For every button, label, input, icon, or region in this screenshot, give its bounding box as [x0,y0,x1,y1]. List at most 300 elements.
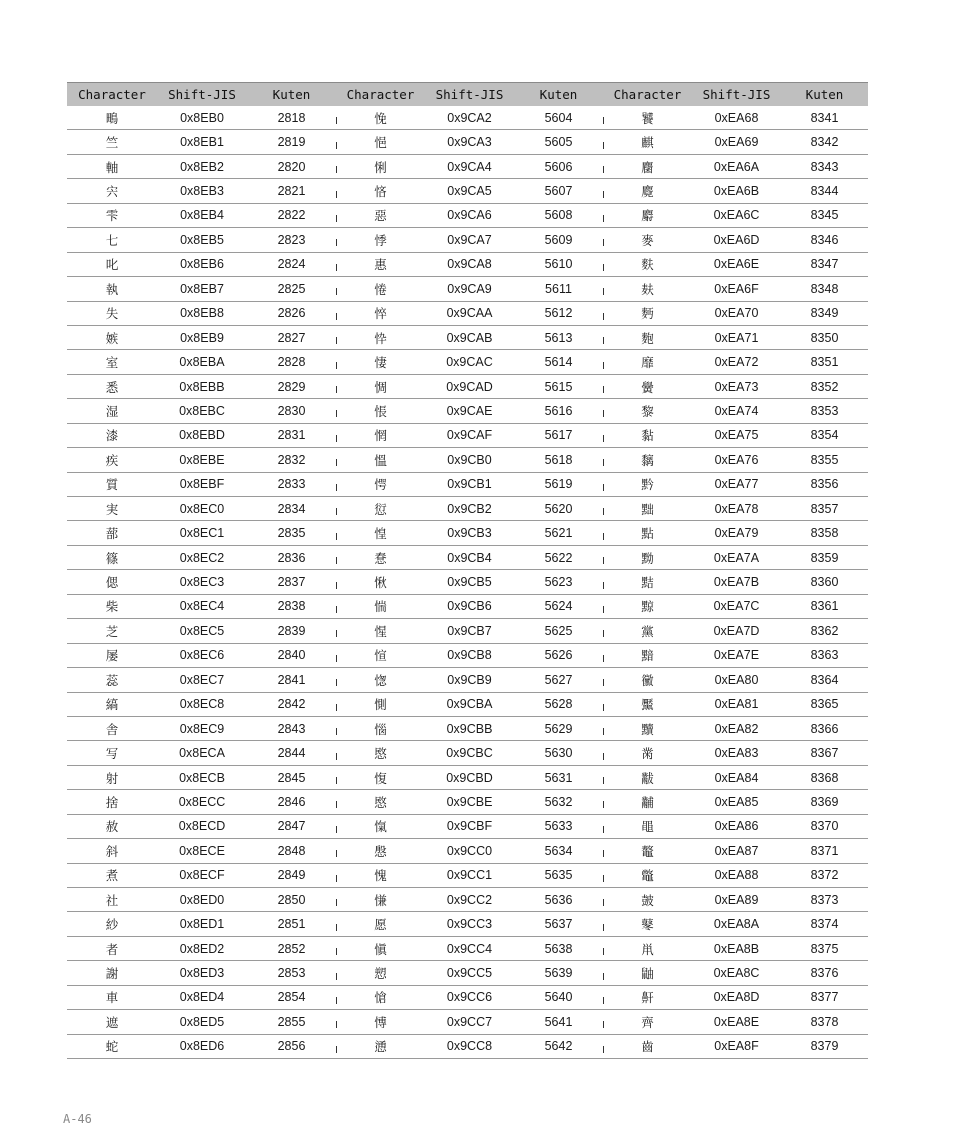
character-cell: 愾 [336,814,425,838]
kuten-cell: 8379 [781,1034,868,1058]
character-cell: 麩 [603,252,692,276]
shift-jis-cell: 0xEA68 [692,106,781,130]
separator-tick [603,899,604,906]
character-cell: 愆 [336,497,425,521]
character-cell: 鼡 [603,936,692,960]
shift-jis-cell: 0x8EC5 [157,619,247,643]
shift-jis-cell: 0x9CC6 [425,985,514,1009]
character-cell: 麭 [603,325,692,349]
kuten-cell: 8370 [781,814,868,838]
character-cell: 嫉 [67,325,157,349]
separator-tick [603,191,604,198]
kuten-cell: 2856 [247,1034,336,1058]
character-cell: 惷 [336,545,425,569]
separator-tick [603,166,604,173]
kuten-cell: 8377 [781,985,868,1009]
character-cell: 黷 [603,716,692,740]
shift-jis-cell: 0x8ECA [157,741,247,765]
kuten-cell: 5633 [514,814,603,838]
shift-jis-cell: 0x8EB3 [157,179,247,203]
character-cell: 惆 [336,374,425,398]
table-row [67,399,868,423]
header-character: Character [336,83,425,107]
shift-jis-cell: 0x8EC1 [157,521,247,545]
kuten-cell: 2828 [247,350,336,374]
shift-jis-cell: 0xEA85 [692,790,781,814]
shift-jis-cell: 0x9CC1 [425,863,514,887]
separator-tick [336,484,337,491]
separator-tick [603,410,604,417]
table-row [67,716,868,740]
shift-jis-cell: 0xEA71 [692,325,781,349]
separator-tick [336,459,337,466]
kuten-cell: 8357 [781,497,868,521]
table-row [67,741,868,765]
character-cell: 惘 [336,423,425,447]
kuten-cell: 2846 [247,790,336,814]
kuten-cell: 5620 [514,497,603,521]
table-row [67,521,868,545]
character-cell: 悋 [336,179,425,203]
shift-jis-cell: 0xEA8C [692,961,781,985]
table-row [67,790,868,814]
character-cell: 蛇 [67,1034,157,1058]
separator-tick [603,288,604,295]
character-cell: 竺 [67,130,157,154]
separator-tick [603,801,604,808]
character-cell: 愽 [336,1010,425,1034]
character-cell: 黥 [603,594,692,618]
shift-jis-cell: 0x9CB0 [425,448,514,472]
separator-tick [336,704,337,711]
character-cell: 愴 [336,985,425,1009]
character-cell: 漆 [67,423,157,447]
character-cell: 遮 [67,1010,157,1034]
character-cell: 七 [67,228,157,252]
shift-jis-cell: 0x8EB0 [157,106,247,130]
shift-jis-cell: 0xEA83 [692,741,781,765]
header-character: Character [67,83,157,107]
header-shift-jis: Shift-JIS [157,83,247,107]
shift-jis-cell: 0x8EBE [157,448,247,472]
kuten-cell: 2837 [247,570,336,594]
shift-jis-cell: 0xEA78 [692,497,781,521]
character-cell: 惶 [336,521,425,545]
kuten-cell: 2820 [247,154,336,178]
separator-tick [336,288,337,295]
kuten-cell: 5642 [514,1034,603,1058]
character-cell: 疾 [67,448,157,472]
separator-tick [336,899,337,906]
character-cell: 惺 [336,619,425,643]
shift-jis-cell: 0xEA70 [692,301,781,325]
separator-tick [603,679,604,686]
shift-jis-cell: 0xEA7B [692,570,781,594]
table-row [67,1034,868,1058]
character-cell: 鼇 [603,839,692,863]
kuten-cell: 2821 [247,179,336,203]
table-row [67,765,868,789]
character-cell: 縞 [67,692,157,716]
shift-jis-cell: 0x9CB8 [425,643,514,667]
shift-jis-cell: 0x9CB5 [425,570,514,594]
kuten-cell: 2826 [247,301,336,325]
kuten-cell: 2843 [247,716,336,740]
shift-jis-cell: 0x8EB5 [157,228,247,252]
shift-jis-cell: 0x8EB7 [157,277,247,301]
shift-jis-cell: 0x8EBB [157,374,247,398]
shift-jis-cell: 0x8EC9 [157,716,247,740]
kuten-cell: 5618 [514,448,603,472]
kuten-cell: 5617 [514,423,603,447]
separator-tick [336,508,337,515]
kuten-cell: 5630 [514,741,603,765]
separator-tick [336,239,337,246]
character-cell: 雫 [67,203,157,227]
character-cell: 惻 [336,692,425,716]
kuten-cell: 2838 [247,594,336,618]
separator-tick [336,1046,337,1053]
separator-tick [336,435,337,442]
separator-tick [603,704,604,711]
separator-tick [336,117,337,124]
table-row [67,985,868,1009]
shift-jis-cell: 0xEA8F [692,1034,781,1058]
kuten-cell: 2825 [247,277,336,301]
table-row [67,423,868,447]
shift-jis-cell: 0x9CB6 [425,594,514,618]
kuten-cell: 2844 [247,741,336,765]
table-row [67,472,868,496]
kuten-cell: 5638 [514,936,603,960]
shift-jis-cell: 0x8ECF [157,863,247,887]
character-cell: 叱 [67,252,157,276]
separator-tick [603,386,604,393]
shift-jis-cell: 0x8ED6 [157,1034,247,1058]
page-number: A-46 [63,1112,92,1126]
character-cell: 黏 [603,423,692,447]
character-cell: 麑 [603,179,692,203]
character-cell: 愎 [336,765,425,789]
table-row [67,374,868,398]
separator-tick [603,1046,604,1053]
kuten-cell: 5640 [514,985,603,1009]
character-cell: 麕 [603,154,692,178]
separator-tick [336,679,337,686]
separator-tick [603,484,604,491]
character-cell: 屡 [67,643,157,667]
kuten-cell: 2834 [247,497,336,521]
kuten-cell: 8372 [781,863,868,887]
kuten-cell: 2840 [247,643,336,667]
shift-jis-cell: 0xEA7E [692,643,781,667]
separator-tick [603,362,604,369]
character-cell: 饕 [603,106,692,130]
table-row [67,814,868,838]
separator-tick [603,875,604,882]
character-cell: 実 [67,497,157,521]
character-cell: 麪 [603,301,692,325]
character-cell: 慇 [336,839,425,863]
separator-tick [603,1021,604,1028]
shift-jis-cell: 0x8EC7 [157,668,247,692]
character-code-table [67,82,868,1059]
shift-jis-cell: 0x9CA6 [425,203,514,227]
table-row [67,179,868,203]
character-cell: 靡 [603,350,692,374]
kuten-cell: 8365 [781,692,868,716]
table-row [67,228,868,252]
character-cell: 愕 [336,472,425,496]
kuten-cell: 8376 [781,961,868,985]
kuten-cell: 8359 [781,545,868,569]
kuten-cell: 8374 [781,912,868,936]
kuten-cell: 5612 [514,301,603,325]
character-cell: 射 [67,765,157,789]
table-row [67,692,868,716]
table-row [67,545,868,569]
kuten-cell: 8363 [781,643,868,667]
table-row [67,325,868,349]
character-cell: 慍 [336,448,425,472]
table-row [67,668,868,692]
kuten-cell: 5615 [514,374,603,398]
kuten-cell: 5625 [514,619,603,643]
character-cell: 黝 [603,545,692,569]
character-cell: 宍 [67,179,157,203]
shift-jis-cell: 0xEA8D [692,985,781,1009]
kuten-cell: 5606 [514,154,603,178]
table-row [67,643,868,667]
separator-tick [603,142,604,149]
shift-jis-cell: 0x9CAA [425,301,514,325]
header-shift-jis: Shift-JIS [692,83,781,107]
shift-jis-cell: 0x8ECB [157,765,247,789]
kuten-cell: 8343 [781,154,868,178]
kuten-cell: 8360 [781,570,868,594]
character-cell: 愍 [336,741,425,765]
shift-jis-cell: 0x8EB9 [157,325,247,349]
character-cell: 愍 [336,790,425,814]
kuten-cell: 8371 [781,839,868,863]
shift-jis-cell: 0x8EC4 [157,594,247,618]
kuten-cell: 5631 [514,765,603,789]
separator-tick [603,337,604,344]
shift-jis-cell: 0x8ED2 [157,936,247,960]
kuten-cell: 2841 [247,668,336,692]
character-cell: 者 [67,936,157,960]
character-cell: 齒 [603,1034,692,1058]
kuten-cell: 2848 [247,839,336,863]
table-row [67,154,868,178]
character-cell: 黼 [603,790,692,814]
separator-tick [336,924,337,931]
kuten-cell: 5624 [514,594,603,618]
shift-jis-cell: 0x9CC0 [425,839,514,863]
character-cell: 愿 [336,912,425,936]
shift-jis-cell: 0x8EC6 [157,643,247,667]
separator-tick [336,801,337,808]
kuten-cell: 5608 [514,203,603,227]
kuten-cell: 5632 [514,790,603,814]
header-shift-jis: Shift-JIS [425,83,514,107]
kuten-cell: 2833 [247,472,336,496]
character-cell: 黔 [603,472,692,496]
separator-tick [603,728,604,735]
shift-jis-cell: 0x8ED5 [157,1010,247,1034]
separator-tick [336,264,337,271]
separator-tick [336,630,337,637]
header-kuten: Kuten [781,83,868,107]
shift-jis-cell: 0x8EC8 [157,692,247,716]
kuten-cell: 2855 [247,1010,336,1034]
character-cell: 愀 [336,570,425,594]
shift-jis-cell: 0x9CA5 [425,179,514,203]
shift-jis-cell: 0xEA89 [692,888,781,912]
character-cell: 黠 [603,570,692,594]
character-cell: 煮 [67,863,157,887]
table-row [67,961,868,985]
character-cell: 鼕 [603,912,692,936]
shift-jis-cell: 0x9CBD [425,765,514,789]
shift-jis-cell: 0x8EBF [157,472,247,496]
character-cell: 齊 [603,1010,692,1034]
kuten-cell: 8354 [781,423,868,447]
kuten-cell: 5634 [514,839,603,863]
character-cell: 悗 [336,106,425,130]
table-row [67,1010,868,1034]
kuten-cell: 5621 [514,521,603,545]
separator-tick [336,533,337,540]
kuten-cell: 2829 [247,374,336,398]
separator-tick [336,313,337,320]
shift-jis-cell: 0x8EC2 [157,545,247,569]
character-cell: 柴 [67,594,157,618]
character-cell: 愡 [336,668,425,692]
kuten-cell: 5626 [514,643,603,667]
separator-tick [336,728,337,735]
shift-jis-cell: 0xEA79 [692,521,781,545]
separator-tick [603,459,604,466]
separator-tick [603,655,604,662]
shift-jis-cell: 0x8EB4 [157,203,247,227]
character-cell: 忰 [336,325,425,349]
shift-jis-cell: 0x9CB4 [425,545,514,569]
kuten-cell: 5613 [514,325,603,349]
table-row [67,203,868,227]
kuten-cell: 2849 [247,863,336,887]
separator-tick [336,777,337,784]
character-cell: 篠 [67,545,157,569]
character-cell: 悉 [67,374,157,398]
kuten-cell: 5605 [514,130,603,154]
separator-tick [603,606,604,613]
separator-tick [603,826,604,833]
header-character: Character [603,83,692,107]
shift-jis-cell: 0xEA84 [692,765,781,789]
header-kuten: Kuten [247,83,336,107]
shift-jis-cell: 0x9CB7 [425,619,514,643]
shift-jis-cell: 0x9CC7 [425,1010,514,1034]
table-row [67,106,868,130]
shift-jis-cell: 0x9CAF [425,423,514,447]
separator-tick [336,582,337,589]
character-cell: 黌 [603,374,692,398]
kuten-cell: 8361 [781,594,868,618]
shift-jis-cell: 0x8EC3 [157,570,247,594]
shift-jis-cell: 0xEA6E [692,252,781,276]
kuten-cell: 5610 [514,252,603,276]
shift-jis-cell: 0x8EBC [157,399,247,423]
shift-jis-cell: 0x9CA4 [425,154,514,178]
character-cell: 悒 [336,130,425,154]
table-row [67,936,868,960]
table-row [67,863,868,887]
shift-jis-cell: 0x8EC0 [157,497,247,521]
separator-tick [336,337,337,344]
table-body [67,106,868,1059]
character-cell: 車 [67,985,157,1009]
kuten-cell: 8341 [781,106,868,130]
shift-jis-cell: 0xEA6C [692,203,781,227]
character-cell: 悽 [336,350,425,374]
separator-tick [336,191,337,198]
kuten-cell: 5614 [514,350,603,374]
shift-jis-cell: 0xEA73 [692,374,781,398]
character-cell: 慂 [336,1034,425,1058]
shift-jis-cell: 0xEA86 [692,814,781,838]
kuten-cell: 8369 [781,790,868,814]
separator-tick [336,1021,337,1028]
shift-jis-cell: 0xEA87 [692,839,781,863]
kuten-cell: 8362 [781,619,868,643]
shift-jis-cell: 0x8ED3 [157,961,247,985]
kuten-cell: 8367 [781,741,868,765]
character-cell: 皷 [603,888,692,912]
character-cell: 麸 [603,277,692,301]
shift-jis-cell: 0xEA6F [692,277,781,301]
shift-jis-cell: 0x9CB2 [425,497,514,521]
shift-jis-cell: 0x9CBE [425,790,514,814]
separator-tick [336,753,337,760]
kuten-cell: 2851 [247,912,336,936]
kuten-cell: 5616 [514,399,603,423]
separator-tick [336,850,337,857]
kuten-cell: 2852 [247,936,336,960]
separator-tick [336,166,337,173]
separator-tick [603,117,604,124]
character-cell: 惠 [336,252,425,276]
kuten-cell: 2847 [247,814,336,838]
kuten-cell: 2853 [247,961,336,985]
shift-jis-cell: 0x9CC5 [425,961,514,985]
shift-jis-cell: 0xEA76 [692,448,781,472]
character-cell: 鼾 [603,985,692,1009]
separator-tick [603,777,604,784]
kuten-cell: 5622 [514,545,603,569]
shift-jis-cell: 0x8ED4 [157,985,247,1009]
shift-jis-cell: 0x8ECE [157,839,247,863]
table-row [67,130,868,154]
kuten-cell: 5636 [514,888,603,912]
character-cell: 悴 [336,301,425,325]
shift-jis-cell: 0x9CA3 [425,130,514,154]
character-cell: 室 [67,350,157,374]
shift-jis-cell: 0x9CA9 [425,277,514,301]
shift-jis-cell: 0xEA7A [692,545,781,569]
character-cell: 惓 [336,277,425,301]
shift-jis-cell: 0xEA80 [692,668,781,692]
